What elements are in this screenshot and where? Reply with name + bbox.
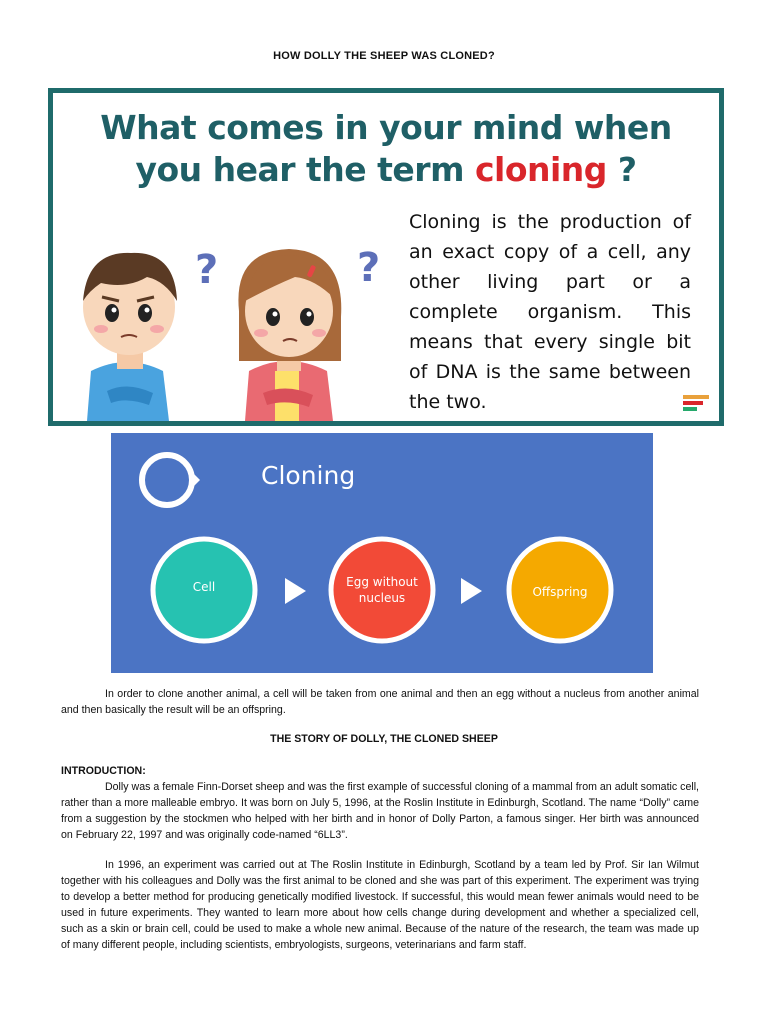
section-title: THE STORY OF DOLLY, THE CLONED SHEEP	[270, 733, 498, 745]
document-title: HOW DOLLY THE SHEEP WAS CLONED?	[273, 50, 495, 62]
ring-pointer-icon	[194, 474, 200, 486]
banner-heading	[53, 107, 719, 191]
boy-figure	[83, 253, 177, 421]
banner-heading-post: ?	[606, 150, 637, 189]
banner-heading-pre: you hear the term	[135, 150, 475, 189]
question-mark-icon: ?	[195, 247, 219, 293]
node-label-cell: Cell	[192, 580, 216, 594]
banner-heading-line2	[53, 149, 719, 191]
arrow-right-icon	[461, 578, 482, 604]
girl-figure	[238, 249, 341, 421]
banner-heading-highlight: cloning	[474, 150, 607, 189]
intro-paragraph: In order to clone another animal, a cell will be taken from one animal and then an egg without a nucleus from another animal and then basically the result will be an offspring.	[61, 688, 699, 716]
banner-heading-line1: What comes in your mind when	[100, 108, 672, 147]
diagram-title: Cloning	[261, 461, 356, 490]
question-mark-icon: ?	[357, 245, 381, 291]
cloning-diagram-graphics	[111, 433, 653, 673]
introduction-heading: INTRODUCTION:	[61, 765, 146, 777]
dolly-paragraph-2: In 1996, an experiment was carried out at The Roslin Institute in Edinburgh, Scotland by a team led by Prof. Sir Ian Wilmut together with his colleagues and Dolly was the first animal to be cloned and she was part of this experiment. The experiment was trying to develop a better method for producing genetically modified livestock. If successful, this would mean fewer animals would need to be used in future experiments. They wanted to learn more about how cells change during development and whether a specialized cell, such as a skin or brain cell, could be used to make a whole new animal. Because of the nature of the research, the team was made up of many different people, including scientists, embryologists, surgeons, veterinarians and farm staff.	[61, 859, 699, 951]
dolly-paragraph-1: Dolly was a female Finn-Dorset sheep and was the first example of successful cloning of a mammal from an adult somatic cell, rather than a more malleable embryo. It was born on July 5, 1996, at the Roslin Institute in Edinburgh, Scotland. The name “Dolly” came from a suggestion by the stockmen who helped with her birth and in honor of Dolly Parton, a famous singer. Her birth was announced on February 22, 1997 and was originally code-named “6LL3”.	[61, 781, 699, 841]
confused-children-illustration	[57, 221, 387, 421]
arrow-right-icon	[285, 578, 306, 604]
node-label-offspring: Offspring	[532, 585, 588, 599]
node-label-egg: Egg without nucleus	[346, 575, 418, 605]
cloning-diagram	[111, 433, 653, 673]
animated-biology-logo-icon	[681, 391, 711, 413]
cloning-banner	[48, 88, 724, 426]
ring-icon	[142, 455, 192, 505]
cloning-definition: Cloning is the production of an exact copy of a cell, any other living part or a complete organism. This means that every single bit of DNA is the same between the two.	[409, 211, 691, 413]
